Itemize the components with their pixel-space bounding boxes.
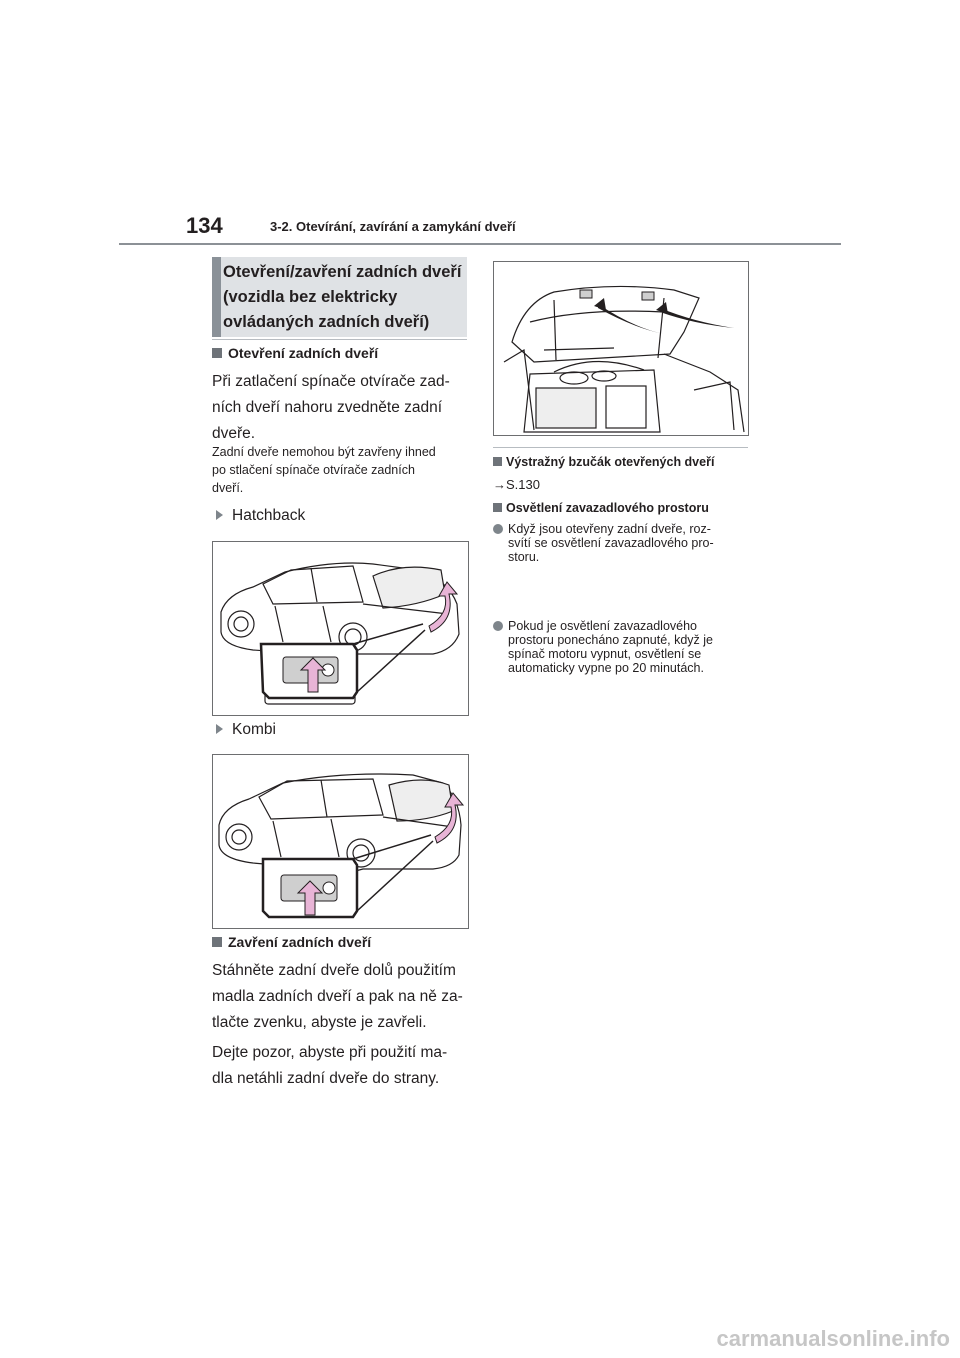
caution-text-line: dla netáhli zadní dveře do strany. (212, 1070, 440, 1087)
open-heading-text: Otevření zadních dveří (228, 345, 379, 361)
bullet-line: svítí se osvětlení zavazadlového pro- (508, 536, 714, 550)
variant-kombi-label (212, 717, 276, 743)
buzzer-page-ref: →S.130 (493, 477, 540, 492)
bullet-line: prostoru ponecháno zapnuté, když je (508, 633, 713, 647)
section-title: Otevření/zavření zadních dveří (vozidla bez elektricky ovládaných zadních dveří) (223, 263, 462, 331)
open-tailgate-illustration (494, 262, 748, 435)
circle-bullet-icon (493, 621, 503, 631)
light-bullet-2 (493, 619, 768, 675)
buzzer-heading (493, 455, 714, 469)
open-text (212, 369, 450, 447)
bullet-line: spínač motoru vypnut, osvětlení se (508, 647, 702, 661)
bullet-line: storu. (508, 550, 540, 564)
close-text-line: tlačte zvenku, abyste je zavřeli. (212, 1014, 427, 1031)
open-text-line: dveře. (212, 425, 256, 442)
light-heading (493, 501, 709, 515)
note-line: po stlačení spínače otvírače zadních (212, 463, 415, 477)
watermark: carmanualsonline.info (716, 1326, 950, 1351)
hatchback-figure (212, 541, 469, 716)
header-divider (119, 243, 841, 245)
square-bullet-icon (212, 348, 222, 358)
note-text (212, 443, 436, 497)
triangle-bullet-icon (216, 724, 223, 734)
section-heading-bar (212, 257, 221, 337)
triangle-bullet-icon (216, 510, 223, 520)
light-heading-text: Osvětlení zavazadlového prostoru (506, 501, 709, 515)
hatchback-car-illustration (213, 542, 468, 715)
variant-hatchback-label (212, 503, 305, 529)
bullet-line: Pokud je osvětlení zavazadlového (508, 619, 698, 633)
right-divider (493, 447, 748, 448)
square-bullet-icon (493, 457, 502, 466)
open-text-line: Při zatlačení spínače otvírače zad- (212, 373, 450, 390)
bullet-line: Když jsou otevřeny zadní dveře, roz- (508, 522, 711, 536)
open-heading (212, 345, 378, 361)
bullet-line: automaticky vypne po 20 minutách. (508, 661, 704, 675)
circle-bullet-icon (493, 524, 503, 534)
open-tailgate-figure (493, 261, 749, 436)
section-divider (212, 339, 467, 340)
variant-hatchback-text: Hatchback (232, 507, 306, 524)
square-bullet-icon (493, 503, 502, 512)
light-bullet-1 (493, 522, 768, 564)
note-line: Zadní dveře nemohou být zavřeny ihned (212, 445, 436, 459)
variant-kombi-text: Kombi (232, 721, 276, 738)
close-text-line: Stáhněte zadní dveře dolů použitím (212, 962, 456, 979)
section-heading-box (212, 257, 467, 337)
note-line: dveří. (212, 481, 244, 495)
close-heading-text: Zavření zadních dveří (228, 934, 372, 950)
kombi-car-illustration (213, 755, 468, 928)
page-number: 134 (186, 213, 223, 238)
caution-text (212, 1040, 447, 1092)
square-bullet-icon (212, 937, 222, 947)
close-text (212, 958, 463, 1036)
caution-text-line: Dejte pozor, abyste při použití ma- (212, 1044, 448, 1061)
chapter-title: 3-2. Otevírání, zavírání a zamykání dveří (270, 219, 516, 234)
open-text-line: ních dveří nahoru zvedněte zadní (212, 399, 443, 416)
close-text-line: madla zadních dveří a pak na ně za- (212, 988, 463, 1005)
kombi-figure (212, 754, 469, 929)
close-heading (212, 934, 371, 950)
buzzer-heading-text: Výstražný bzučák otevřených dveří (506, 455, 715, 469)
